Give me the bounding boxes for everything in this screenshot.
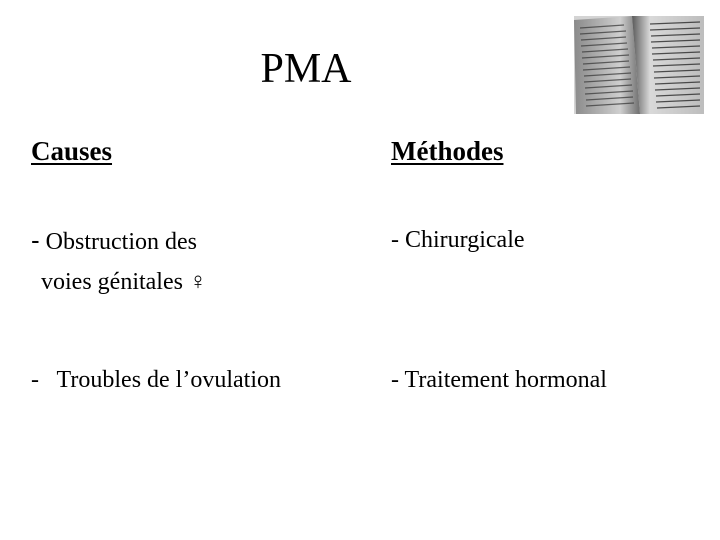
open-book-photo-icon xyxy=(574,16,704,114)
cause-item-line2: voies génitales ♀ xyxy=(41,269,207,295)
method-item-hormonal: - Traitement hormonal xyxy=(391,367,607,393)
causes-heading: Causes xyxy=(31,136,113,166)
cause-item-ovulation: - Troubles de l’ovulation xyxy=(31,367,281,393)
cause-item-obstruction xyxy=(31,220,361,302)
method-item-surgical: - Chirurgicale xyxy=(391,227,525,253)
cause-item-line1: Obstruction des xyxy=(45,229,197,255)
slide-title: PMA xyxy=(260,46,352,92)
methods-heading: Méthodes xyxy=(391,136,504,166)
bullet-dash: - xyxy=(31,225,40,255)
